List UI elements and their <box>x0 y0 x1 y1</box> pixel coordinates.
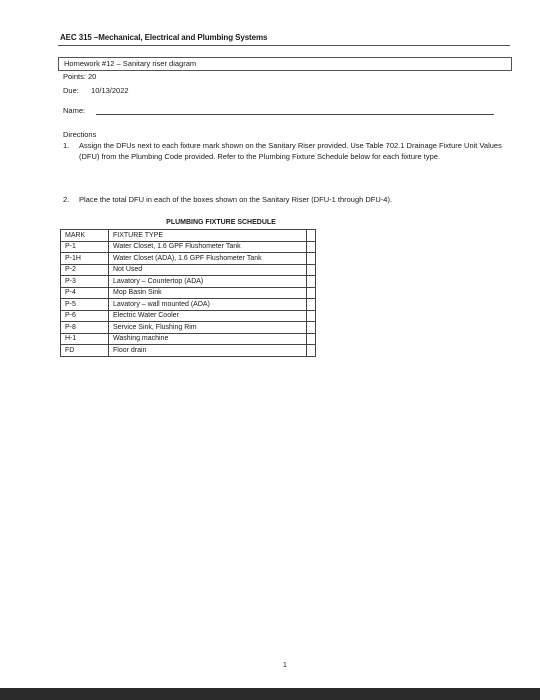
due-label: Due: <box>63 86 79 95</box>
column-header-mark: MARK <box>61 230 109 242</box>
title-divider <box>58 45 510 46</box>
table-row <box>61 333 316 345</box>
fixture-mark-cell: H-1 <box>61 333 109 345</box>
table-row <box>61 264 316 276</box>
fixture-type-cell: Water Closet, 1.6 GPF Flushometer Tank <box>109 241 307 253</box>
due-date: 10/13/2022 <box>91 86 129 95</box>
schedule-title: PLUMBING FIXTURE SCHEDULE <box>166 219 276 226</box>
fixture-mark-cell: P-1H <box>61 253 109 265</box>
blank-cell <box>307 310 316 322</box>
direction-number: 1. <box>63 141 70 150</box>
blank-cell <box>307 264 316 276</box>
blank-cell <box>307 230 316 242</box>
table-row <box>61 322 316 334</box>
fixture-mark-cell: P-8 <box>61 322 109 334</box>
assignment-title-box <box>58 57 512 71</box>
blank-cell <box>307 253 316 265</box>
table-row <box>61 310 316 322</box>
table-row <box>61 241 316 253</box>
due-line <box>63 86 129 95</box>
fixture-type-cell: Mop Basin Sink <box>109 287 307 299</box>
blank-cell <box>307 322 316 334</box>
fixture-type-cell: Service Sink, Flushing Rim <box>109 322 307 334</box>
screen-bottom-bar <box>0 688 540 700</box>
directions-heading: Directions <box>63 130 97 139</box>
table-row <box>61 345 316 357</box>
fixture-mark-cell: P-4 <box>61 287 109 299</box>
fixture-mark-cell: P-5 <box>61 299 109 311</box>
fixture-type-cell: Lavatory – wall mounted (ADA) <box>109 299 307 311</box>
direction-text: Assign the DFUs next to each fixture mark shown on the Sanitary Riser provided. Use Table 702.1 Drainage Fixture Unit Values (DFU) from the Plumbing Code provided. Refer to the Plumbing Fixture Schedule below for each fixture type. <box>79 141 502 161</box>
direction-item-1 <box>63 140 513 176</box>
fixture-type-cell: Electric Water Cooler <box>109 310 307 322</box>
blank-cell <box>307 345 316 357</box>
column-header-fixture-type: FIXTURE TYPE <box>109 230 307 242</box>
points-line: Points: 20 <box>63 72 97 81</box>
fixture-type-cell: Not Used <box>109 264 307 276</box>
fixture-mark-cell: P-6 <box>61 310 109 322</box>
blank-cell <box>307 333 316 345</box>
fixture-type-cell: Water Closet (ADA), 1.6 GPF Flushometer Tank <box>109 253 307 265</box>
fixture-type-cell: Washing machine <box>109 333 307 345</box>
direction-number: 2. <box>63 195 70 204</box>
direction-item-2 <box>63 194 513 206</box>
fixture-mark-cell: FD <box>61 345 109 357</box>
course-title: AEC 315 –Mechanical, Electrical and Plumbing Systems <box>60 33 268 42</box>
fixture-mark-cell: P-1 <box>61 241 109 253</box>
table-row <box>61 299 316 311</box>
name-label: Name: <box>63 106 86 115</box>
fixture-type-cell: Lavatory – Countertop (ADA) <box>109 276 307 288</box>
blank-cell <box>307 299 316 311</box>
assignment-title: Homework #12 – Sanitary riser diagram <box>64 59 197 68</box>
blank-cell <box>307 241 316 253</box>
blank-cell <box>307 276 316 288</box>
blank-cell <box>307 287 316 299</box>
table-row <box>61 287 316 299</box>
page-number: 1 <box>283 662 287 669</box>
fixture-mark-cell: P-2 <box>61 264 109 276</box>
plumbing-fixture-schedule-table <box>60 229 316 357</box>
table-row <box>61 253 316 265</box>
name-field-line <box>96 114 494 115</box>
table-header-row <box>61 230 316 242</box>
direction-text: Place the total DFU in each of the boxes shown on the Sanitary Riser (DFU-1 through DFU-4). <box>79 195 393 204</box>
fixture-mark-cell: P-3 <box>61 276 109 288</box>
table-row <box>61 276 316 288</box>
fixture-type-cell: Floor drain <box>109 345 307 357</box>
